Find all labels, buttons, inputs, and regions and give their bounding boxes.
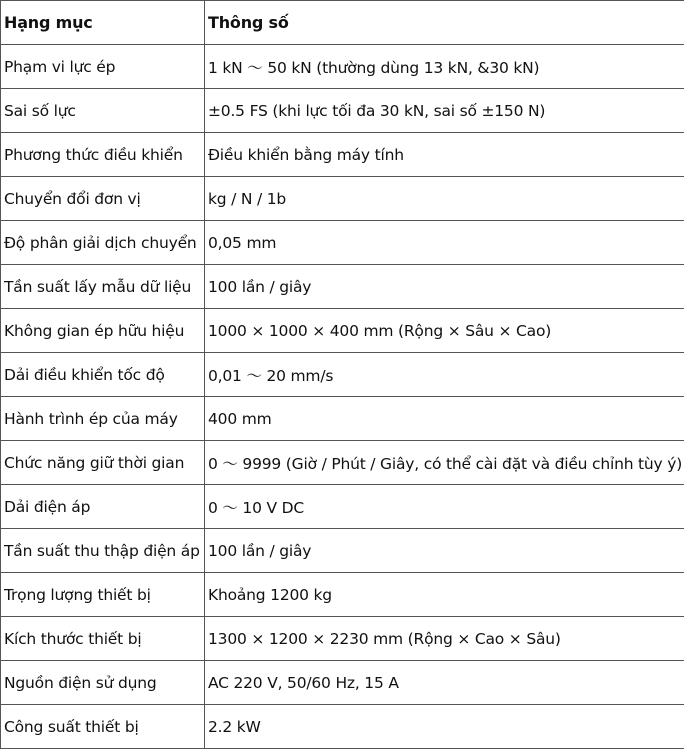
row-label: Độ phân giải dịch chuyển [1,221,205,265]
table-row [1,221,684,265]
row-label: Không gian ép hữu hiệu [1,309,205,353]
row-label: Kích thước thiết bị [1,617,205,661]
row-value: 0 ～ 10 V DC [205,485,684,529]
header-item: Hạng mục [1,1,205,45]
row-label: Chức năng giữ thời gian [1,441,205,485]
table-row [1,353,684,397]
row-label: Công suất thiết bị [1,705,205,749]
row-label: Trọng lượng thiết bị [1,573,205,617]
row-value: AC 220 V, 50/60 Hz, 15 A [205,661,684,705]
table-row [1,617,684,661]
row-value: 0,01 ～ 20 mm/s [205,353,684,397]
row-label: Tần suất lấy mẫu dữ liệu [1,265,205,309]
row-value: 1000 × 1000 × 400 mm (Rộng × Sâu × Cao) [205,309,684,353]
row-label: Tần suất thu thập điện áp [1,529,205,573]
row-label: Phạm vi lực ép [1,45,205,89]
table-row [1,45,684,89]
table-row [1,397,684,441]
table-row [1,309,684,353]
row-label: Phương thức điều khiển [1,133,205,177]
table-row [1,265,684,309]
table-row [1,177,684,221]
row-label: Chuyển đổi đơn vị [1,177,205,221]
row-value: 400 mm [205,397,684,441]
table-row [1,661,684,705]
row-label: Dải điều khiển tốc độ [1,353,205,397]
row-value: Khoảng 1200 kg [205,573,684,617]
row-value: 100 lần / giây [205,529,684,573]
row-label: Dải điện áp [1,485,205,529]
row-value: 1300 × 1200 × 2230 mm (Rộng × Cao × Sâu) [205,617,684,661]
table-row [1,573,684,617]
row-value: 2.2 kW [205,705,684,749]
row-label: Nguồn điện sử dụng [1,661,205,705]
row-label: Sai số lực [1,89,205,133]
table-row [1,529,684,573]
row-value: kg / N / 1b [205,177,684,221]
table-row [1,705,684,749]
table-row [1,441,684,485]
table-row [1,89,684,133]
row-value: Điều khiển bằng máy tính [205,133,684,177]
row-label: Hành trình ép của máy [1,397,205,441]
table-header-row [1,1,684,45]
row-value: 100 lần / giây [205,265,684,309]
row-value: 1 kN ～ 50 kN (thường dùng 13 kN, &30 kN) [205,45,684,89]
row-value: 0,05 mm [205,221,684,265]
row-value: 0 ～ 9999 (Giờ / Phút / Giây, có thể cài đặt và điều chỉnh tùy ý) [205,441,684,485]
table-row [1,485,684,529]
header-spec: Thông số [205,1,684,45]
table-row [1,133,684,177]
row-value: ±0.5 FS (khi lực tối đa 30 kN, sai số ±150 N) [205,89,684,133]
